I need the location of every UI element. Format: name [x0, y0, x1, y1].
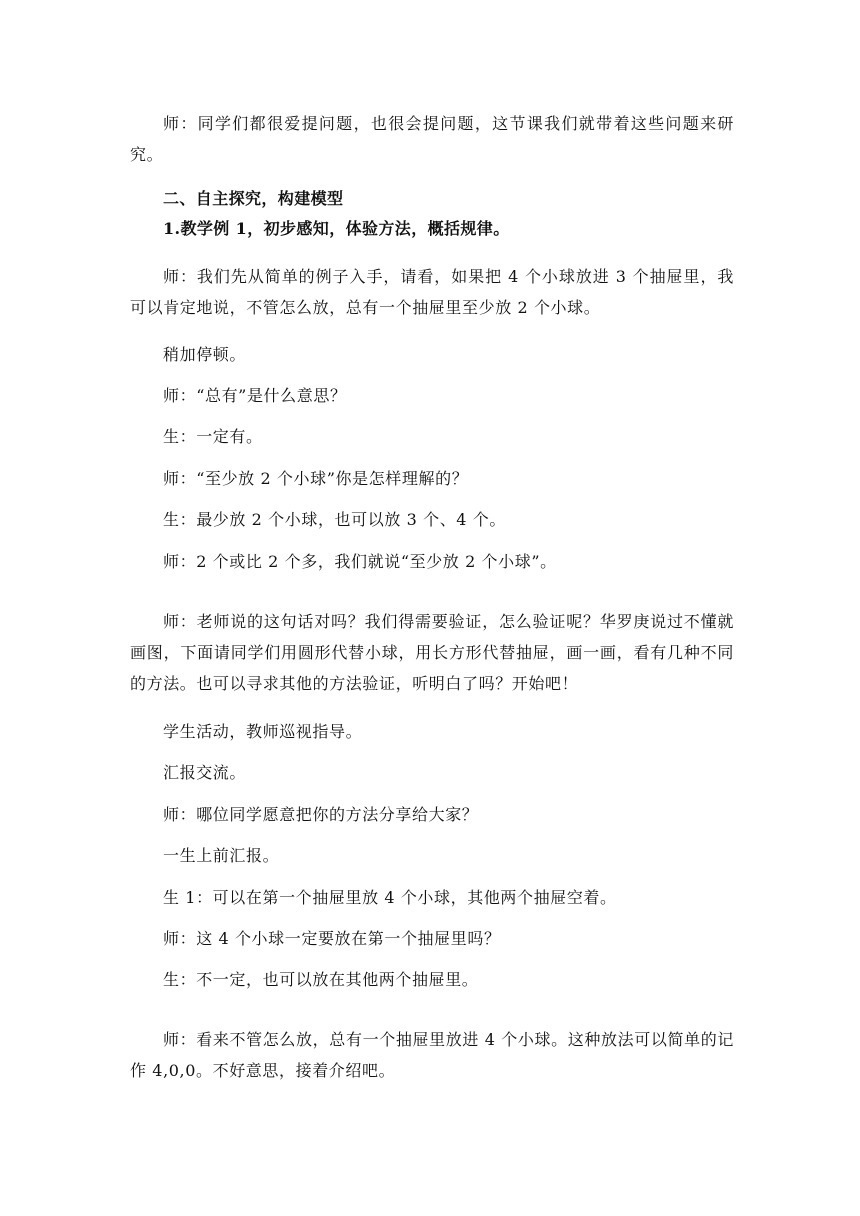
subheading: 1.教学例 1，初步感知，体验方法，概括规律。	[163, 219, 510, 238]
paragraph: 师：看来不管怎么放，总有一个抽屉里放进 4 个小球。这种放法可以简单的记作 4,0,0。不好意思，接着介绍吧。	[130, 1030, 734, 1080]
paragraph: 师：哪位同学愿意把你的方法分享给大家？	[163, 805, 479, 824]
paragraph: 师：我们先从简单的例子入手，请看，如果把 4 个小球放进 3 个抽屉里，我可以肯定地说，不管怎么放，总有一个抽屉里至少放 2 个小球。	[130, 267, 734, 317]
paragraph: 一生上前汇报。	[163, 846, 280, 865]
paragraph: 师：“总有”是什么意思？	[163, 386, 347, 405]
paragraph: 师：“至少放 2 个小球”你是怎样理解的？	[163, 469, 469, 488]
paragraph: 生 1：可以在第一个抽屉里放 4 个小球，其他两个抽屉空着。	[163, 888, 617, 907]
paragraph: 师：这 4 个小球一定要放在第一个抽屉里吗？	[163, 929, 501, 948]
intro-paragraph: 师：同学们都很爱提问题，也很会提问题，这节课我们就带着这些问题来研究。	[130, 114, 734, 164]
paragraph: 生：最少放 2 个小球，也可以放 3 个、4 个。	[163, 510, 506, 529]
paragraph: 学生活动，教师巡视指导。	[163, 722, 363, 741]
paragraph: 生：一定有。	[163, 427, 263, 446]
paragraph: 汇报交流。	[163, 763, 247, 782]
paragraph: 师：2 个或比 2 个多，我们就说“至少放 2 个小球”。	[163, 552, 557, 571]
paragraph: 师：老师说的这句话对吗？我们得需要验证，怎么验证呢？华罗庚说过不懂就画图，下面请同学们用圆形代替小球，用长方形代替抽屉，画一画，看有几种不同的方法。也可以寻求其他的方法验证，听明白了吗？开始吧！	[130, 612, 734, 693]
paragraph: 稍加停顿。	[163, 345, 247, 364]
section-heading: 二、自主探究，构建模型	[163, 189, 344, 208]
paragraph: 生：不一定，也可以放在其他两个抽屉里。	[163, 970, 479, 989]
